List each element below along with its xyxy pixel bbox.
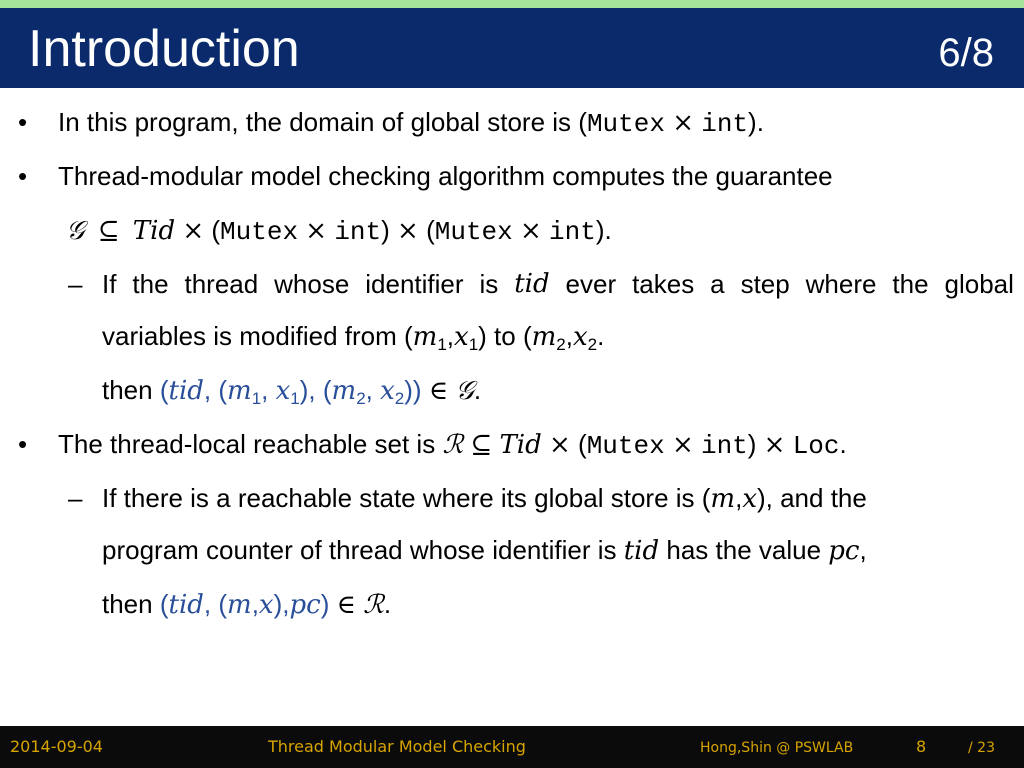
footer-slide-number: 8 — [916, 737, 927, 756]
bullet-marker: • — [18, 161, 28, 191]
sub-bullet-2-line3: then (tid, (m,x),pc) ∈ ℛ. — [102, 589, 392, 620]
int-type: int — [701, 109, 749, 139]
dash-marker: – — [68, 483, 83, 513]
slide-page-label: 6/8 — [938, 31, 994, 75]
dash-marker: – — [68, 269, 83, 299]
title-bar — [0, 8, 1024, 88]
footer-author: Hong,Shin @ PSWLAB — [700, 740, 854, 756]
mutex-type: Mutex — [586, 109, 665, 139]
bullet-marker: • — [18, 107, 28, 137]
sub-bullet-2-line2: program counter of thread whose identifier is tid has the value pc, — [102, 535, 867, 566]
bullet-2-text: Thread-modular model checking algorithm computes the guarantee — [58, 161, 833, 191]
footer-date: 2014-09-04 — [10, 737, 103, 756]
footer-slide-total: / 23 — [968, 740, 995, 756]
sub-bullet-1-line1: If the thread whose identifier is tid ever takes a step where the global — [102, 269, 1014, 299]
guarantee-formula: 𝒢 ⊆ Tid × (Mutex × int) × (Mutex × int). — [66, 215, 612, 247]
accent-line — [0, 0, 1024, 8]
footer-course-title: Thread Modular Model Checking — [268, 737, 526, 756]
bullet-1-text: In this program, the domain of global store is (Mutex × int). — [58, 107, 764, 139]
sub-bullet-1-line2: variables is modified from $(m_1,x_1)$ to ($m_2,x_2$. — [102, 321, 605, 354]
bullet-marker: • — [18, 429, 28, 459]
sub-bullet-2-line1: If there is a reachable state where its global store is (m,x), and the — [102, 483, 867, 514]
slide-title: Introduction — [28, 20, 300, 78]
reachable-tuple: (tid, (m,x),pc) — [159, 589, 330, 620]
guarantee-tuple: (tid, ($m_1$, $x_1$), ($m_2$, $x_2$)) — [159, 375, 422, 408]
slide-footer — [0, 726, 1024, 768]
slide-content — [0, 88, 1024, 718]
sub-bullet-1-line3: then (tid, ($m_1$, $x_1$), ($m_2$, $x_2$)) ∈ 𝒢. — [102, 375, 482, 408]
bullet-3-text: The thread-local reachable set is ℛ ⊆ Tid × (Mutex × int) × Loc. — [58, 429, 847, 461]
